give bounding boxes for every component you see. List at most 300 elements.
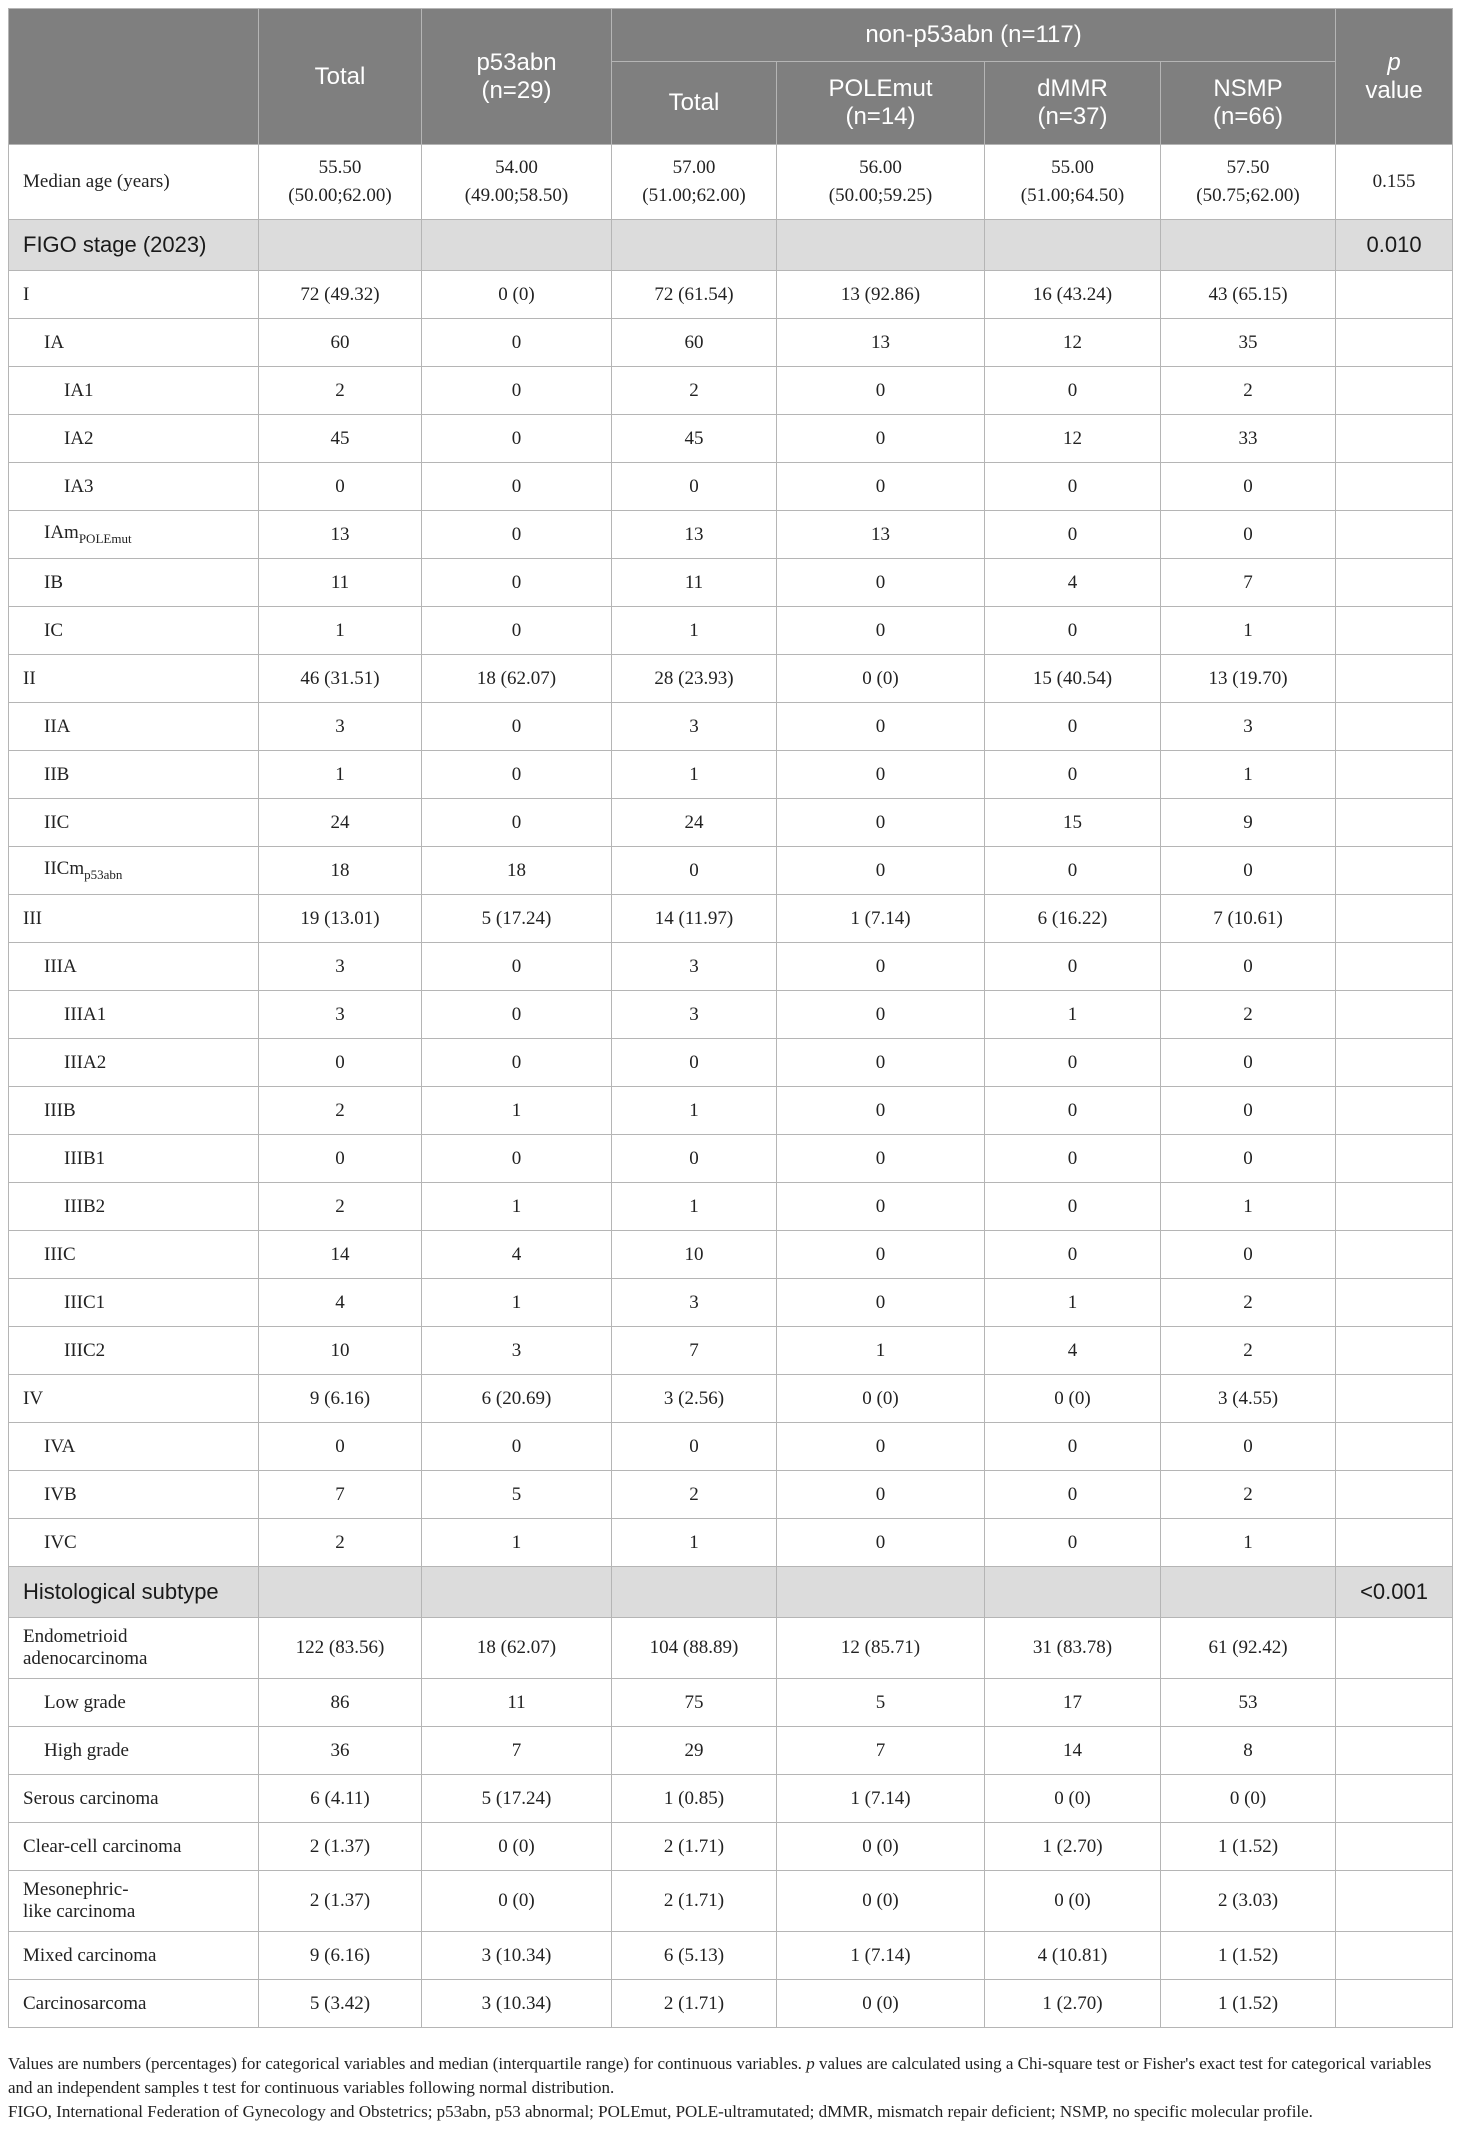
cell: 0 xyxy=(612,847,777,895)
cell: 0 xyxy=(422,991,612,1039)
cell: 0 xyxy=(985,367,1161,415)
table-row-iva xyxy=(9,1423,1453,1471)
p-value-cell xyxy=(1336,415,1453,463)
cell: 0 xyxy=(777,1423,985,1471)
cell: 3 xyxy=(259,991,422,1039)
p-value-cell xyxy=(1336,1279,1453,1327)
cell: 0 (0) xyxy=(1161,1775,1336,1823)
cell: 0 xyxy=(422,511,612,559)
row-label-subscript: p53abn xyxy=(84,866,123,882)
cell: 1 xyxy=(1161,751,1336,799)
section-p-value: 0.010 xyxy=(1336,220,1453,271)
table-row-ia2 xyxy=(9,415,1453,463)
footnote-abbreviations: FIGO, International Federation of Gynecology and Obstetrics; p53abn, p53 abnormal; POLEmut, POLE-ultramutated; dMMR, mismatch repair deficient; NSMP, no specific molecular profile. xyxy=(8,2102,1313,2121)
p-value-cell xyxy=(1336,751,1453,799)
row-label: Mixed carcinoma xyxy=(9,1932,259,1980)
cell: 1 xyxy=(985,991,1161,1039)
cell: 2 xyxy=(612,1471,777,1519)
header-p-letter: p xyxy=(1387,48,1401,76)
cell: 0 xyxy=(259,1423,422,1471)
row-label: IC xyxy=(9,607,259,655)
cell: 0 xyxy=(422,943,612,991)
cell: 0 xyxy=(777,1231,985,1279)
row-label: IIC xyxy=(9,799,259,847)
p-value-cell xyxy=(1336,1775,1453,1823)
p-value-cell xyxy=(1336,1231,1453,1279)
row-label: Mesonephric- like carcinoma xyxy=(9,1871,259,1932)
table-body xyxy=(9,145,1453,2028)
table-row-low-grade xyxy=(9,1679,1453,1727)
row-label: IB xyxy=(9,559,259,607)
cell: 0 xyxy=(777,1135,985,1183)
cell: 0 xyxy=(422,1039,612,1087)
cell: 3 (2.56) xyxy=(612,1375,777,1423)
table-row-clear-cell-carcinoma xyxy=(9,1823,1453,1871)
table-row-carcinosarcoma xyxy=(9,1980,1453,2028)
section-empty-cell xyxy=(422,220,612,271)
p-value-cell xyxy=(1336,319,1453,367)
cell: 1 (2.70) xyxy=(985,1823,1161,1871)
cell: 0 xyxy=(422,703,612,751)
cell: 45 xyxy=(259,415,422,463)
table-row-iiib xyxy=(9,1087,1453,1135)
row-label: IA1 xyxy=(9,367,259,415)
cell: 0 xyxy=(1161,1423,1336,1471)
header-dmmr: dMMR (n=37) xyxy=(985,62,1161,145)
cell: 3 (10.34) xyxy=(422,1932,612,1980)
p-value-cell xyxy=(1336,463,1453,511)
row-label: IIIC2 xyxy=(9,1327,259,1375)
row-label: IA2 xyxy=(9,415,259,463)
p-value-cell xyxy=(1336,1823,1453,1871)
cell: 19 (13.01) xyxy=(259,895,422,943)
cell: 60 xyxy=(259,319,422,367)
p-value-cell xyxy=(1336,655,1453,703)
cell: 45 xyxy=(612,415,777,463)
cell: 0 xyxy=(259,1039,422,1087)
cell: 1 (7.14) xyxy=(777,895,985,943)
cell: 5 xyxy=(777,1679,985,1727)
section-empty-cell xyxy=(777,220,985,271)
cell: 1 (0.85) xyxy=(612,1775,777,1823)
cell: 56.00 (50.00;59.25) xyxy=(777,145,985,220)
cell: 1 (7.14) xyxy=(777,1775,985,1823)
cell: 61 (92.42) xyxy=(1161,1618,1336,1679)
row-label: IVC xyxy=(9,1519,259,1567)
row-label: IIIC xyxy=(9,1231,259,1279)
cell: 0 xyxy=(777,415,985,463)
cell: 3 xyxy=(422,1327,612,1375)
cell: 0 xyxy=(777,847,985,895)
cell: 0 (0) xyxy=(777,1823,985,1871)
p-value-cell xyxy=(1336,1039,1453,1087)
p-value-cell xyxy=(1336,1375,1453,1423)
cell: 7 xyxy=(259,1471,422,1519)
cell: 6 (20.69) xyxy=(422,1375,612,1423)
table-row-mesonephric-like-carcinoma xyxy=(9,1871,1453,1932)
cell: 5 xyxy=(422,1471,612,1519)
cell: 8 xyxy=(1161,1727,1336,1775)
table-row-endometrioid-adenocarcinoma xyxy=(9,1618,1453,1679)
cell: 2 xyxy=(1161,991,1336,1039)
cell: 15 (40.54) xyxy=(985,655,1161,703)
table-row-iiib2 xyxy=(9,1183,1453,1231)
footnote-values: Values are numbers (percentages) for categorical variables and median (interquartile range) for continuous variables. p values are calculated using a Chi-square test or Fisher's exact test for categorical variables and an independent samples t test for continuous variables following normal distribution. xyxy=(8,2054,1432,2097)
table-row-ia1 xyxy=(9,367,1453,415)
cell: 2 (3.03) xyxy=(1161,1871,1336,1932)
cell: 5 (3.42) xyxy=(259,1980,422,2028)
cell: 7 xyxy=(612,1327,777,1375)
p-value-cell xyxy=(1336,847,1453,895)
cell: 3 xyxy=(612,1279,777,1327)
cell: 6 (5.13) xyxy=(612,1932,777,1980)
table-row-ivc xyxy=(9,1519,1453,1567)
cell: 18 (62.07) xyxy=(422,655,612,703)
cell: 1 xyxy=(612,1183,777,1231)
row-label: IVA xyxy=(9,1423,259,1471)
cell: 29 xyxy=(612,1727,777,1775)
cell: 24 xyxy=(259,799,422,847)
cell: 104 (88.89) xyxy=(612,1618,777,1679)
cell: 0 (0) xyxy=(985,1871,1161,1932)
row-label: IIIC1 xyxy=(9,1279,259,1327)
table-row-high-grade xyxy=(9,1727,1453,1775)
cell: 0 (0) xyxy=(422,1823,612,1871)
cell: 0 xyxy=(985,607,1161,655)
cell: 0 (0) xyxy=(777,1980,985,2028)
table-row-ib xyxy=(9,559,1453,607)
p-value-cell xyxy=(1336,1871,1453,1932)
row-label: IICm$_{p53abn}$ xyxy=(9,847,259,895)
cell: 122 (83.56) xyxy=(259,1618,422,1679)
cell: 14 xyxy=(259,1231,422,1279)
cell: 13 xyxy=(259,511,422,559)
cell: 0 xyxy=(777,1087,985,1135)
cell: 0 xyxy=(422,463,612,511)
cell: 0 xyxy=(777,1519,985,1567)
table-row-mixed-carcinoma xyxy=(9,1932,1453,1980)
cell: 9 (6.16) xyxy=(259,1932,422,1980)
row-label: IIIA1 xyxy=(9,991,259,1039)
cell: 0 xyxy=(612,463,777,511)
header-p-value xyxy=(1336,9,1453,145)
cell: 0 xyxy=(777,943,985,991)
cell: 0 xyxy=(985,1135,1161,1183)
row-label: Carcinosarcoma xyxy=(9,1980,259,2028)
cell: 0 xyxy=(777,607,985,655)
cell: 0 (0) xyxy=(777,1871,985,1932)
cell: 1 (1.52) xyxy=(1161,1980,1336,2028)
cell: 0 xyxy=(612,1423,777,1471)
cell: 1 xyxy=(422,1519,612,1567)
cell: 11 xyxy=(422,1679,612,1727)
cell: 18 (62.07) xyxy=(422,1618,612,1679)
cell: 46 (31.51) xyxy=(259,655,422,703)
cell: 1 xyxy=(612,751,777,799)
header-nsmp: NSMP (n=66) xyxy=(1161,62,1336,145)
cell: 0 xyxy=(259,1135,422,1183)
cell: 18 xyxy=(259,847,422,895)
cell: 0 xyxy=(1161,1135,1336,1183)
section-header-histology xyxy=(9,1567,1453,1618)
cell: 0 xyxy=(422,799,612,847)
section-empty-cell xyxy=(612,1567,777,1618)
row-label-subscript: POLEmut xyxy=(78,530,132,546)
section-header-figo xyxy=(9,220,1453,271)
p-value-cell xyxy=(1336,1679,1453,1727)
table-row-iii xyxy=(9,895,1453,943)
cell: 2 xyxy=(1161,1471,1336,1519)
p-value-cell xyxy=(1336,895,1453,943)
header-p53abn: p53abn (n=29) xyxy=(422,9,612,145)
section-empty-cell xyxy=(777,1567,985,1618)
p-value-cell xyxy=(1336,1087,1453,1135)
cell: 13 xyxy=(777,319,985,367)
cell: 1 xyxy=(422,1279,612,1327)
cell: 0 xyxy=(777,1471,985,1519)
row-label: IIIB2 xyxy=(9,1183,259,1231)
p-value-cell xyxy=(1336,1327,1453,1375)
table-row-median-age xyxy=(9,145,1453,220)
cell: 2 (1.71) xyxy=(612,1871,777,1932)
table-header xyxy=(9,9,1453,145)
cell: 2 xyxy=(259,1087,422,1135)
cell: 12 (85.71) xyxy=(777,1618,985,1679)
row-label: IIIB xyxy=(9,1087,259,1135)
cell: 2 xyxy=(259,1183,422,1231)
cell: 7 xyxy=(422,1727,612,1775)
cell: 0 xyxy=(985,1087,1161,1135)
cell: 2 xyxy=(1161,367,1336,415)
cell: 0 xyxy=(985,751,1161,799)
cell: 33 xyxy=(1161,415,1336,463)
p-value-cell xyxy=(1336,1727,1453,1775)
cell: 72 (49.32) xyxy=(259,271,422,319)
cell: 1 (2.70) xyxy=(985,1980,1161,2028)
row-label: IA3 xyxy=(9,463,259,511)
row-label: IIB xyxy=(9,751,259,799)
table-footnotes xyxy=(8,2052,1452,2124)
cell: 0 xyxy=(422,1135,612,1183)
cell: 0 xyxy=(1161,511,1336,559)
cell: 0 xyxy=(985,1519,1161,1567)
cell: 1 xyxy=(1161,1519,1336,1567)
cell: 0 xyxy=(422,559,612,607)
header-p-word: value xyxy=(1365,76,1423,104)
cell: 0 xyxy=(777,799,985,847)
table-row-iia xyxy=(9,703,1453,751)
cell: 3 xyxy=(612,943,777,991)
p-value-cell xyxy=(1336,559,1453,607)
table-row-iiia2 xyxy=(9,1039,1453,1087)
cell: 0 xyxy=(777,703,985,751)
cell: 1 (1.52) xyxy=(1161,1932,1336,1980)
cell: 0 xyxy=(777,751,985,799)
cell: 0 xyxy=(1161,463,1336,511)
table-row-ivb xyxy=(9,1471,1453,1519)
cell: 57.00 (51.00;62.00) xyxy=(612,145,777,220)
cell: 6 (4.11) xyxy=(259,1775,422,1823)
cell: 13 (19.70) xyxy=(1161,655,1336,703)
table-row-iic xyxy=(9,799,1453,847)
cell: 15 xyxy=(985,799,1161,847)
p-value-cell xyxy=(1336,1932,1453,1980)
table-row-iiia xyxy=(9,943,1453,991)
table-row-serous-carcinoma xyxy=(9,1775,1453,1823)
cell: 3 xyxy=(1161,703,1336,751)
section-empty-cell xyxy=(985,220,1161,271)
cell: 53 xyxy=(1161,1679,1336,1727)
cell: 0 xyxy=(777,991,985,1039)
cell: 1 xyxy=(1161,1183,1336,1231)
p-value-cell xyxy=(1336,271,1453,319)
p-value-cell xyxy=(1336,1183,1453,1231)
cell: 0 xyxy=(777,367,985,415)
cell: 54.00 (49.00;58.50) xyxy=(422,145,612,220)
cell: 7 xyxy=(1161,559,1336,607)
cell: 3 (4.55) xyxy=(1161,1375,1336,1423)
cell: 28 (23.93) xyxy=(612,655,777,703)
cell: 4 (10.81) xyxy=(985,1932,1161,1980)
p-value-cell xyxy=(1336,1618,1453,1679)
table-row-iib xyxy=(9,751,1453,799)
cell: 0 xyxy=(1161,1231,1336,1279)
cell: 0 xyxy=(777,463,985,511)
cell: 1 xyxy=(612,1519,777,1567)
row-label: High grade xyxy=(9,1727,259,1775)
cell: 0 xyxy=(422,1423,612,1471)
row-label: III xyxy=(9,895,259,943)
cell: 4 xyxy=(985,559,1161,607)
cell: 1 xyxy=(422,1183,612,1231)
p-value-cell xyxy=(1336,991,1453,1039)
cell: 18 xyxy=(422,847,612,895)
cell: 1 xyxy=(259,751,422,799)
cell: 1 xyxy=(777,1327,985,1375)
cell: 31 (83.78) xyxy=(985,1618,1161,1679)
table-row-iicm xyxy=(9,847,1453,895)
cell: 13 (92.86) xyxy=(777,271,985,319)
cell: 0 xyxy=(1161,1039,1336,1087)
cell: 4 xyxy=(985,1327,1161,1375)
cell: 0 (0) xyxy=(777,655,985,703)
cell: 5 (17.24) xyxy=(422,895,612,943)
cell: 1 xyxy=(259,607,422,655)
row-label: Low grade xyxy=(9,1679,259,1727)
cell: 2 (1.71) xyxy=(612,1823,777,1871)
p-value-cell xyxy=(1336,367,1453,415)
cell: 0 xyxy=(422,319,612,367)
cell: 2 (1.37) xyxy=(259,1823,422,1871)
cell: 0 (0) xyxy=(985,1375,1161,1423)
section-empty-cell xyxy=(985,1567,1161,1618)
cell: 11 xyxy=(259,559,422,607)
cell: 0 xyxy=(422,607,612,655)
cell: 0 xyxy=(985,1423,1161,1471)
cell: 0 (0) xyxy=(422,1871,612,1932)
row-label: Clear-cell carcinoma xyxy=(9,1823,259,1871)
row-label: IIA xyxy=(9,703,259,751)
cell: 12 xyxy=(985,319,1161,367)
cell: 0 xyxy=(1161,1087,1336,1135)
cell: 72 (61.54) xyxy=(612,271,777,319)
cell: 0 xyxy=(259,463,422,511)
cell: 0 xyxy=(612,1039,777,1087)
cell: 10 xyxy=(612,1231,777,1279)
cell: 55.00 (51.00;64.50) xyxy=(985,145,1161,220)
header-non-p53abn-group: non-p53abn (n=117) xyxy=(612,9,1336,62)
cell: 1 xyxy=(612,607,777,655)
cell: 60 xyxy=(612,319,777,367)
cell: 10 xyxy=(259,1327,422,1375)
cell: 0 xyxy=(985,463,1161,511)
p-value-cell xyxy=(1336,607,1453,655)
section-empty-cell xyxy=(1161,1567,1336,1618)
cell: 0 (0) xyxy=(422,271,612,319)
row-label: IA xyxy=(9,319,259,367)
table-row-ic xyxy=(9,607,1453,655)
p-value-cell xyxy=(1336,1471,1453,1519)
row-label: IIIA2 xyxy=(9,1039,259,1087)
cell: 3 xyxy=(259,703,422,751)
row-label: Median age (years) xyxy=(9,145,259,220)
table-row-i xyxy=(9,271,1453,319)
p-value-cell xyxy=(1336,943,1453,991)
section-empty-cell xyxy=(1161,220,1336,271)
header-blank xyxy=(9,9,259,145)
cell: 0 xyxy=(777,1039,985,1087)
row-label: IVB xyxy=(9,1471,259,1519)
row-label: Serous carcinoma xyxy=(9,1775,259,1823)
cell: 0 xyxy=(777,1183,985,1231)
cell: 0 xyxy=(422,415,612,463)
cell: 0 (0) xyxy=(777,1375,985,1423)
cell: 9 xyxy=(1161,799,1336,847)
cell: 4 xyxy=(422,1231,612,1279)
cell: 35 xyxy=(1161,319,1336,367)
cell: 12 xyxy=(985,415,1161,463)
cell: 36 xyxy=(259,1727,422,1775)
cell: 0 xyxy=(1161,943,1336,991)
cell: 0 xyxy=(985,847,1161,895)
table-row-iiic1 xyxy=(9,1279,1453,1327)
cell: 0 xyxy=(985,1039,1161,1087)
section-empty-cell xyxy=(259,220,422,271)
cell: 24 xyxy=(612,799,777,847)
cell: 2 xyxy=(259,1519,422,1567)
cell: 2 xyxy=(612,367,777,415)
table-row-iv xyxy=(9,1375,1453,1423)
cell: 7 (10.61) xyxy=(1161,895,1336,943)
section-empty-cell xyxy=(422,1567,612,1618)
results-table xyxy=(8,8,1453,2028)
cell: 1 xyxy=(422,1087,612,1135)
cell: 0 xyxy=(422,751,612,799)
cell: 3 xyxy=(259,943,422,991)
p-value-cell xyxy=(1336,1135,1453,1183)
cell: 2 xyxy=(1161,1327,1336,1375)
cell: 11 xyxy=(612,559,777,607)
cell: 57.50 (50.75;62.00) xyxy=(1161,145,1336,220)
cell: 0 xyxy=(985,1183,1161,1231)
section-label: Histological subtype xyxy=(9,1567,259,1618)
cell: 0 xyxy=(422,367,612,415)
cell: 3 (10.34) xyxy=(422,1980,612,2028)
table-row-iiib1 xyxy=(9,1135,1453,1183)
section-label: FIGO stage (2023) xyxy=(9,220,259,271)
cell: 4 xyxy=(259,1279,422,1327)
cell: 5 (17.24) xyxy=(422,1775,612,1823)
